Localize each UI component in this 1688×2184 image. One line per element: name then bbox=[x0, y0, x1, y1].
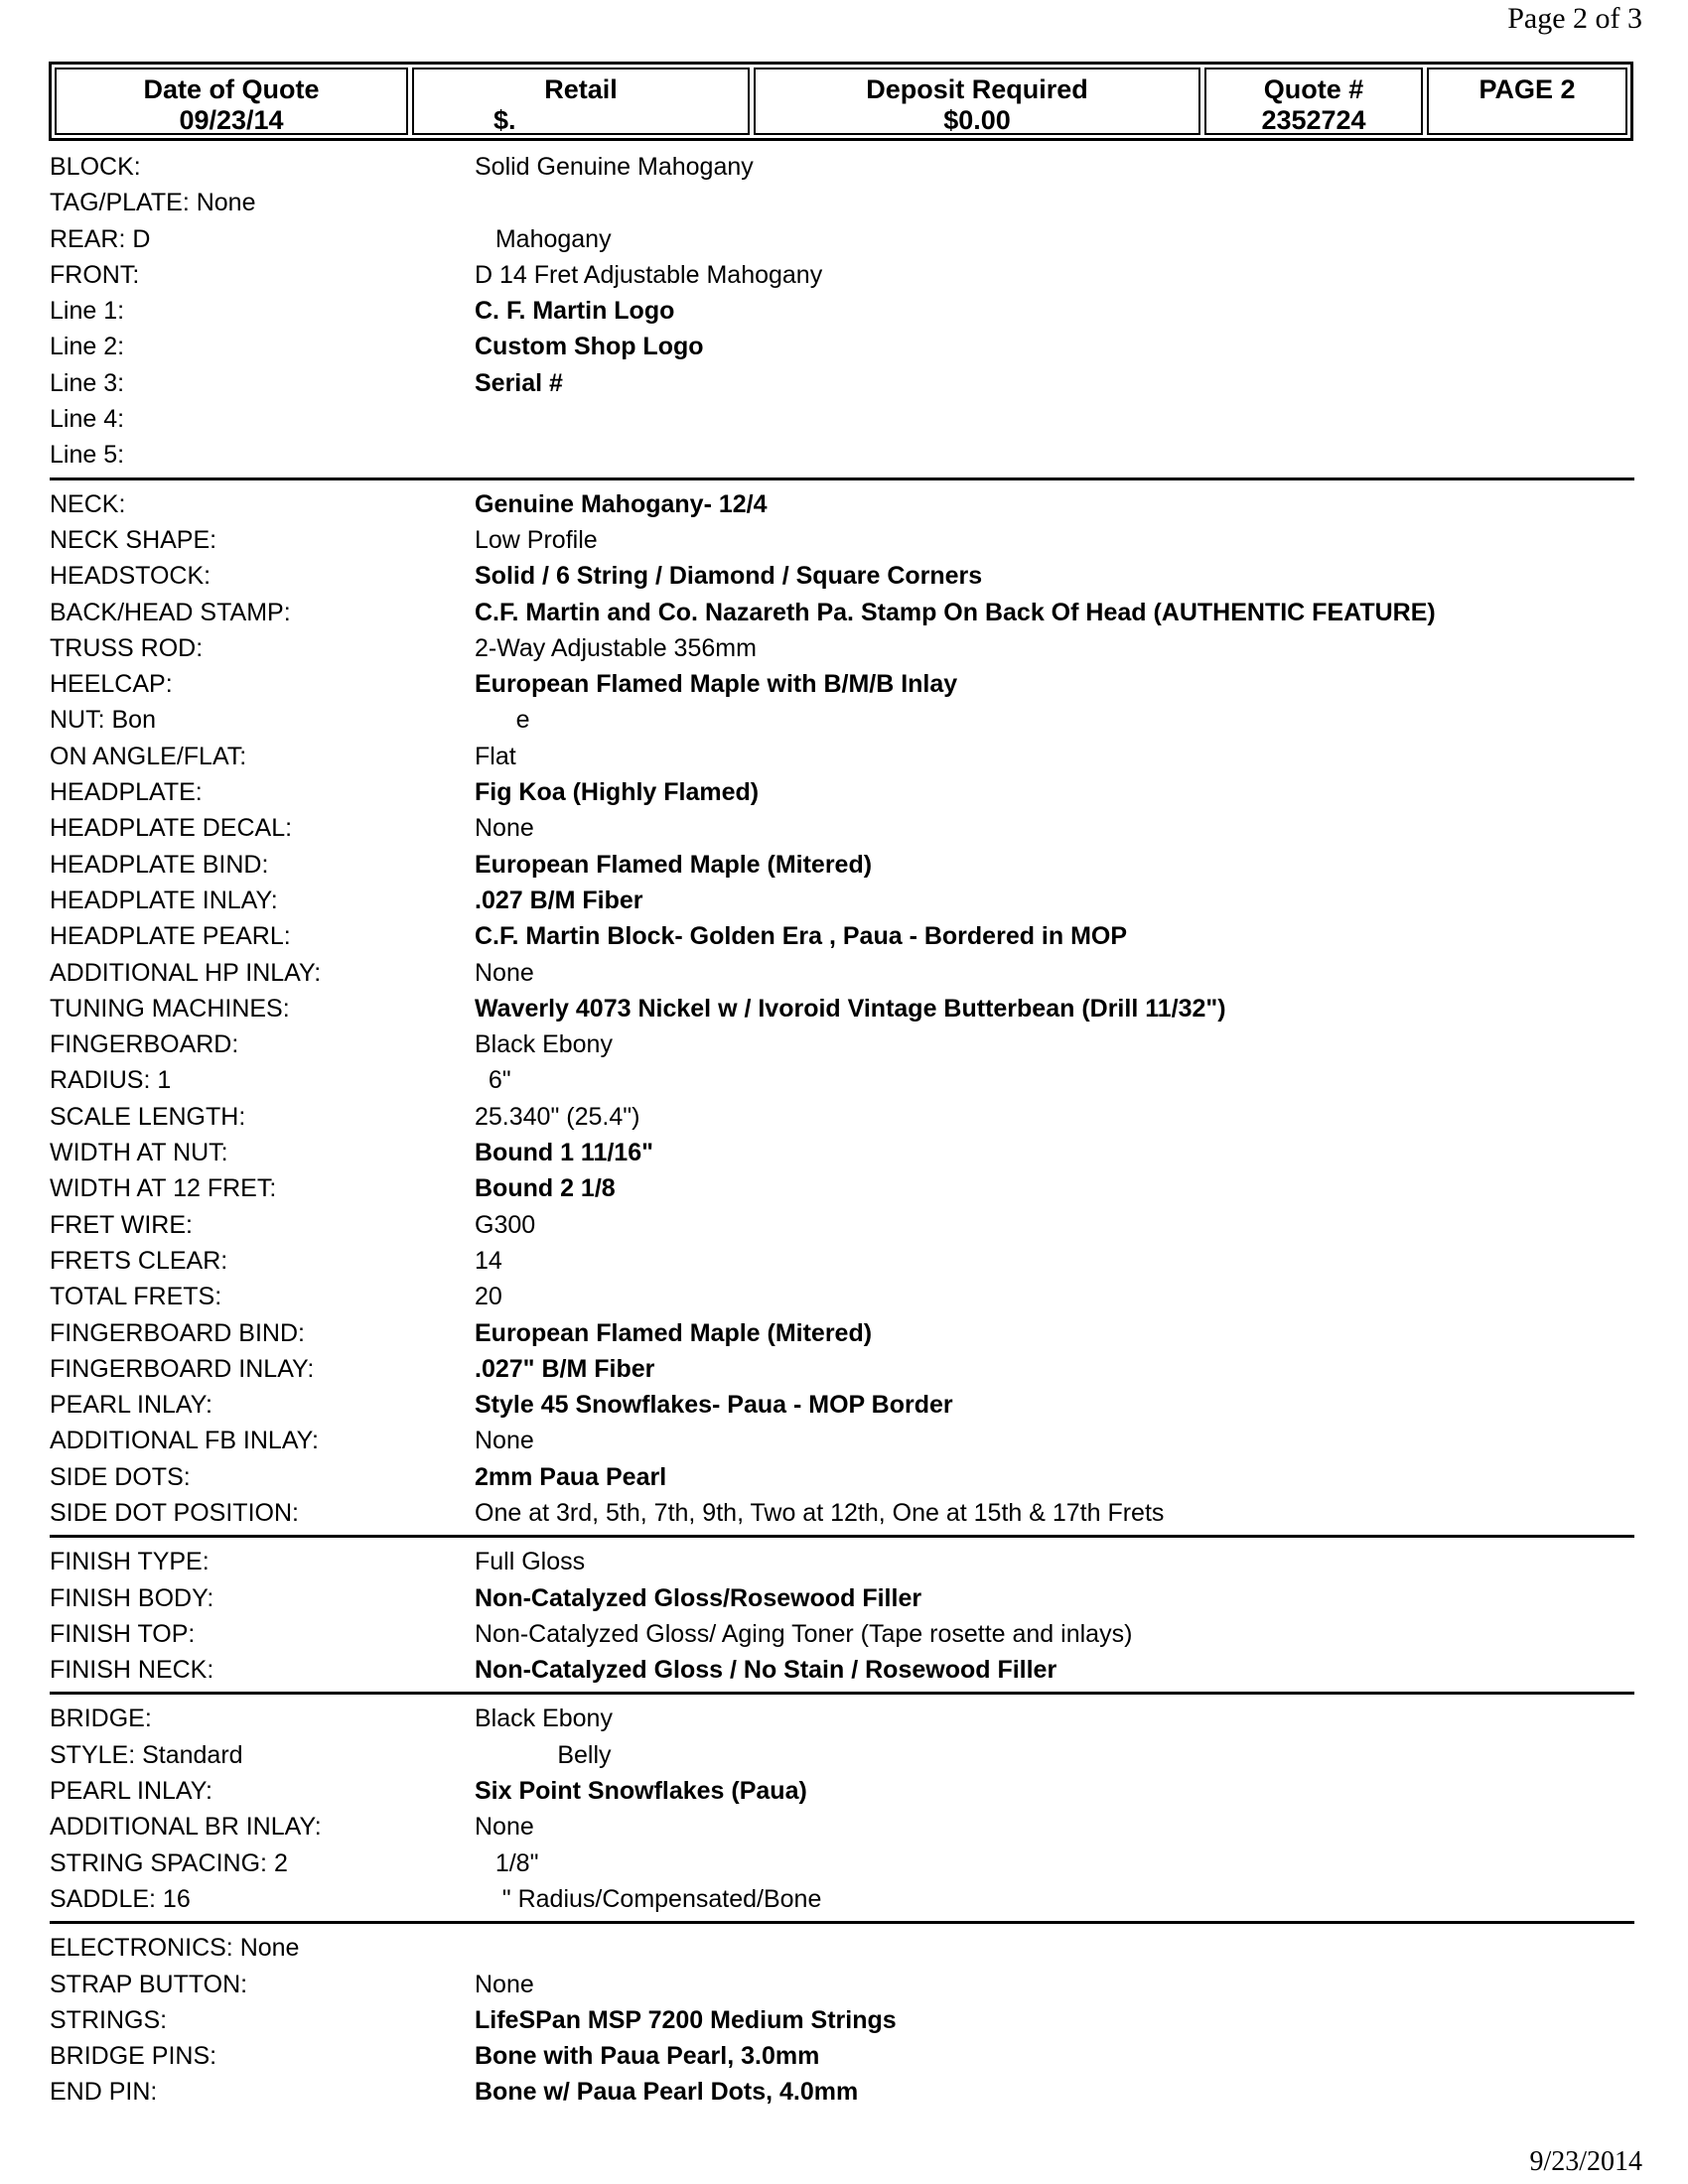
spec-row bbox=[50, 1930, 1634, 1966]
spec-row bbox=[50, 365, 1634, 401]
spec-label: FINISH TYPE: bbox=[50, 1548, 210, 1576]
spec-row bbox=[50, 1773, 1634, 1809]
spec-value: Serial # bbox=[475, 368, 563, 397]
spec-row bbox=[50, 1315, 1634, 1351]
spec-row bbox=[50, 558, 1634, 594]
page-indicator: Page 2 of 3 bbox=[1507, 2, 1642, 35]
spec-label: Line 5: bbox=[50, 441, 125, 470]
spec-label: FINISH NECK: bbox=[50, 1656, 214, 1685]
spec-label: END PIN: bbox=[50, 2078, 158, 2107]
retail-cell bbox=[412, 68, 750, 135]
quote-header bbox=[49, 62, 1633, 141]
spec-value: C.F. Martin and Co. Nazareth Pa. Stamp On Back Of Head (AUTHENTIC FEATURE) bbox=[475, 598, 1436, 626]
spec-value: 25.340" (25.4") bbox=[475, 1102, 640, 1131]
spec-row bbox=[50, 991, 1634, 1026]
spec-row bbox=[50, 918, 1634, 954]
spec-value: Non-Catalyzed Gloss/ Aging Toner (Tape rosette and inlays) bbox=[475, 1619, 1133, 1648]
spec-label: ADDITIONAL FB INLAY: bbox=[50, 1427, 319, 1455]
section-divider bbox=[50, 478, 1634, 480]
spec-value: G300 bbox=[475, 1210, 536, 1239]
spec-value: European Flamed Maple with B/M/B Inlay bbox=[475, 670, 958, 699]
spec-row bbox=[50, 739, 1634, 774]
deposit-cell bbox=[754, 68, 1200, 135]
spec-label: BACK/HEAD STAMP: bbox=[50, 598, 291, 626]
spec-row bbox=[50, 522, 1634, 558]
spec-value: D 14 Fret Adjustable Mahogany bbox=[475, 260, 823, 289]
spec-value: Solid Genuine Mahogany bbox=[475, 153, 754, 181]
spec-value: 14 bbox=[475, 1246, 502, 1275]
spec-row bbox=[50, 1459, 1634, 1495]
deposit-label: Deposit Required bbox=[866, 74, 1088, 104]
spec-label: WIDTH AT 12 FRET: bbox=[50, 1174, 277, 1203]
spec-label: TAG/PLATE: None bbox=[50, 189, 256, 217]
spec-value: None bbox=[475, 958, 534, 987]
spec-label: BLOCK: bbox=[50, 153, 141, 181]
spec-label: PEARL INLAY: bbox=[50, 1777, 212, 1806]
spec-row bbox=[50, 1845, 1634, 1881]
spec-row bbox=[50, 329, 1634, 364]
spec-value: Flat bbox=[475, 742, 516, 770]
spec-label: STRINGS: bbox=[50, 2005, 168, 2034]
spec-row bbox=[50, 1616, 1634, 1652]
spec-row bbox=[50, 185, 1634, 220]
spec-value: Full Gloss bbox=[475, 1548, 586, 1576]
spec-label: HEADSTOCK: bbox=[50, 562, 211, 591]
spec-row bbox=[50, 293, 1634, 329]
spec-label: TOTAL FRETS: bbox=[50, 1283, 222, 1311]
spec-value: Belly bbox=[475, 1740, 612, 1769]
spec-value: .027 B/M Fiber bbox=[475, 886, 643, 914]
spec-row bbox=[50, 847, 1634, 883]
spec-label: HEADPLATE INLAY: bbox=[50, 886, 278, 914]
spec-label: ADDITIONAL HP INLAY: bbox=[50, 958, 322, 987]
spec-value: One at 3rd, 5th, 7th, 9th, Two at 12th, One at 15th & 17th Frets bbox=[475, 1498, 1165, 1527]
retail-value: $. bbox=[493, 105, 516, 135]
spec-row bbox=[50, 1423, 1634, 1458]
spec-row bbox=[50, 1737, 1634, 1773]
spec-value: Bone with Paua Pearl, 3.0mm bbox=[475, 2042, 820, 2071]
spec-value: Bound 2 1/8 bbox=[475, 1174, 616, 1203]
spec-value: Non-Catalyzed Gloss / No Stain / Rosewood Filler bbox=[475, 1656, 1057, 1685]
spec-label: STRING SPACING: 2 bbox=[50, 1848, 288, 1877]
spec-row bbox=[50, 1243, 1634, 1279]
spec-label: FINISH TOP: bbox=[50, 1619, 196, 1648]
spec-value: " Radius/Compensated/Bone bbox=[475, 1884, 822, 1913]
spec-label: RADIUS: 1 bbox=[50, 1066, 172, 1095]
spec-label: FINGERBOARD INLAY: bbox=[50, 1354, 315, 1383]
spec-label: STRAP BUTTON: bbox=[50, 1970, 248, 1998]
spec-row bbox=[50, 1351, 1634, 1387]
spec-label: NECK: bbox=[50, 489, 126, 518]
date-value: 09/23/14 bbox=[179, 105, 284, 135]
spec-value: Non-Catalyzed Gloss/Rosewood Filler bbox=[475, 1583, 922, 1612]
spec-row bbox=[50, 2038, 1634, 2074]
spec-value: Bound 1 11/16" bbox=[475, 1139, 653, 1167]
spec-row bbox=[50, 1544, 1634, 1579]
spec-label: PEARL INLAY: bbox=[50, 1391, 212, 1420]
spec-label: ADDITIONAL BR INLAY: bbox=[50, 1813, 322, 1842]
spec-row bbox=[50, 1170, 1634, 1206]
spec-value: Waverly 4073 Nickel w / Ivoroid Vintage Butterbean (Drill 11/32") bbox=[475, 994, 1226, 1023]
retail-label: Retail bbox=[544, 74, 618, 104]
spec-row bbox=[50, 486, 1634, 522]
spec-label: WIDTH AT NUT: bbox=[50, 1139, 228, 1167]
spec-row bbox=[50, 1099, 1634, 1135]
quote-number-cell bbox=[1204, 68, 1423, 135]
spec-value: 6" bbox=[475, 1066, 511, 1095]
spec-row bbox=[50, 149, 1634, 185]
spec-label: FRET WIRE: bbox=[50, 1210, 193, 1239]
spec-row bbox=[50, 1652, 1634, 1688]
spec-row bbox=[50, 630, 1634, 666]
spec-row bbox=[50, 1580, 1634, 1616]
spec-row bbox=[50, 1207, 1634, 1243]
spec-row bbox=[50, 595, 1634, 630]
spec-value: Custom Shop Logo bbox=[475, 333, 704, 361]
spec-row bbox=[50, 1279, 1634, 1314]
spec-row bbox=[50, 257, 1634, 293]
spec-row bbox=[50, 1495, 1634, 1531]
spec-row bbox=[50, 2002, 1634, 2038]
spec-row bbox=[50, 955, 1634, 991]
spec-value: .027" B/M Fiber bbox=[475, 1354, 655, 1383]
spec-label: TUNING MACHINES: bbox=[50, 994, 290, 1023]
spec-value: Low Profile bbox=[475, 525, 598, 554]
spec-value: European Flamed Maple (Mitered) bbox=[475, 850, 873, 879]
spec-value: Mahogany bbox=[475, 224, 612, 253]
spec-value: 1/8" bbox=[475, 1848, 539, 1877]
spec-label: FINGERBOARD: bbox=[50, 1030, 239, 1059]
spec-label: Line 2: bbox=[50, 333, 125, 361]
spec-row bbox=[50, 1026, 1634, 1062]
spec-label: ON ANGLE/FLAT: bbox=[50, 742, 247, 770]
date-of-quote-cell bbox=[55, 68, 408, 135]
spec-value: None bbox=[475, 1427, 534, 1455]
spec-value: Bone w/ Paua Pearl Dots, 4.0mm bbox=[475, 2078, 859, 2107]
spec-value: European Flamed Maple (Mitered) bbox=[475, 1318, 873, 1347]
spec-row bbox=[50, 1967, 1634, 2002]
spec-row bbox=[50, 401, 1634, 437]
spec-value: Style 45 Snowflakes- Paua - MOP Border bbox=[475, 1391, 953, 1420]
spec-label: HEADPLATE DECAL: bbox=[50, 814, 293, 843]
spec-label: FINGERBOARD BIND: bbox=[50, 1318, 305, 1347]
date-label: Date of Quote bbox=[143, 74, 320, 104]
quote-value: 2352724 bbox=[1261, 105, 1366, 135]
spec-value: C. F. Martin Logo bbox=[475, 297, 675, 326]
spec-value: None bbox=[475, 1813, 534, 1842]
spec-label: SADDLE: 16 bbox=[50, 1884, 191, 1913]
spec-label: NUT: Bon bbox=[50, 706, 156, 735]
quote-label: Quote # bbox=[1263, 74, 1364, 104]
spec-label: REAR: D bbox=[50, 224, 151, 253]
spec-list bbox=[50, 149, 1634, 2111]
spec-label: HEELCAP: bbox=[50, 670, 173, 699]
spec-value: 2mm Paua Pearl bbox=[475, 1462, 667, 1491]
section-divider bbox=[50, 1692, 1634, 1695]
spec-label: BRIDGE PINS: bbox=[50, 2042, 217, 2071]
spec-label: SIDE DOTS: bbox=[50, 1462, 191, 1491]
spec-row bbox=[50, 221, 1634, 257]
spec-label: HEADPLATE BIND: bbox=[50, 850, 269, 879]
spec-row bbox=[50, 702, 1634, 738]
spec-row bbox=[50, 437, 1634, 473]
footer-date: 9/23/2014 bbox=[1529, 2146, 1642, 2177]
spec-row bbox=[50, 1701, 1634, 1736]
spec-value: Black Ebony bbox=[475, 1705, 613, 1733]
spec-value: Solid / 6 String / Diamond / Square Corners bbox=[475, 562, 983, 591]
spec-row bbox=[50, 774, 1634, 810]
spec-label: SCALE LENGTH: bbox=[50, 1102, 246, 1131]
section-divider bbox=[50, 1921, 1634, 1924]
spec-label: HEADPLATE PEARL: bbox=[50, 922, 291, 951]
spec-value: Black Ebony bbox=[475, 1030, 613, 1059]
spec-label: STYLE: Standard bbox=[50, 1740, 243, 1769]
spec-row bbox=[50, 1387, 1634, 1423]
page-label-cell bbox=[1427, 68, 1627, 135]
spec-value: Six Point Snowflakes (Paua) bbox=[475, 1777, 807, 1806]
spec-label: FRONT: bbox=[50, 260, 140, 289]
spec-value: C.F. Martin Block- Golden Era , Paua - Bordered in MOP bbox=[475, 922, 1128, 951]
spec-label: FRETS CLEAR: bbox=[50, 1246, 228, 1275]
spec-row bbox=[50, 2074, 1634, 2110]
spec-label: Line 4: bbox=[50, 405, 125, 434]
page-label: PAGE 2 bbox=[1478, 74, 1576, 104]
spec-value: None bbox=[475, 814, 534, 843]
spec-value: e bbox=[475, 706, 530, 735]
spec-value: 2-Way Adjustable 356mm bbox=[475, 633, 757, 662]
spec-value: Fig Koa (Highly Flamed) bbox=[475, 778, 760, 807]
section-divider bbox=[50, 1535, 1634, 1538]
deposit-value: $0.00 bbox=[943, 105, 1011, 135]
spec-row bbox=[50, 666, 1634, 702]
spec-row bbox=[50, 1135, 1634, 1170]
spec-label: FINISH BODY: bbox=[50, 1583, 214, 1612]
spec-row bbox=[50, 1809, 1634, 1844]
spec-label: BRIDGE: bbox=[50, 1705, 152, 1733]
spec-label: HEADPLATE: bbox=[50, 778, 203, 807]
spec-row bbox=[50, 883, 1634, 918]
spec-row bbox=[50, 1881, 1634, 1917]
spec-row bbox=[50, 1062, 1634, 1098]
spec-row bbox=[50, 810, 1634, 846]
spec-label: SIDE DOT POSITION: bbox=[50, 1498, 299, 1527]
spec-label: Line 1: bbox=[50, 297, 125, 326]
spec-label: TRUSS ROD: bbox=[50, 633, 204, 662]
spec-label: NECK SHAPE: bbox=[50, 525, 217, 554]
spec-label: Line 3: bbox=[50, 368, 125, 397]
spec-label: ELECTRONICS: None bbox=[50, 1934, 300, 1963]
spec-value: LifeSPan MSP 7200 Medium Strings bbox=[475, 2005, 897, 2034]
spec-value: 20 bbox=[475, 1283, 502, 1311]
spec-value: Genuine Mahogany- 12/4 bbox=[475, 489, 768, 518]
spec-value: None bbox=[475, 1970, 534, 1998]
